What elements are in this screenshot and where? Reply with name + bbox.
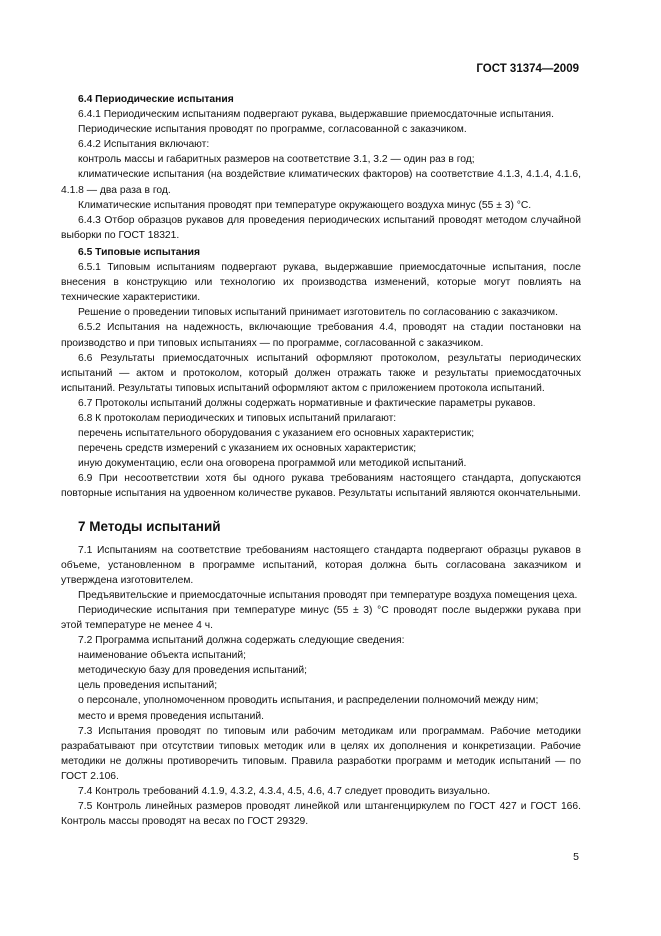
page-number: 5 bbox=[573, 851, 579, 863]
paragraph: 6.6 Результаты приемосдаточных испытаний оформляют протоколом, результаты периодических испытаний — актом и протоколом, который должен отражать также и результаты приемосдаточных испытаний. Результаты типовых испытаний оформляют актом с приложением протокола испытаний. bbox=[61, 352, 581, 394]
paragraph: 6.4.1 Периодическим испытаниям подвергают рукава, выдержавшие приемосдаточные испытания. bbox=[78, 109, 554, 121]
paragraph: 6.5.1 Типовым испытаниям подвергают рукава, выдержавшие приемосдаточные испытания, после внесения в конструкцию или технологию их производства изменений, которые могут повлиять на технические характеристики. bbox=[61, 262, 581, 304]
paragraph: климатические испытания (на воздействие климатических факторов) на соответствие 4.1.3, 4.1.4, 4.1.6, 4.1.8 — два раза в год. bbox=[61, 169, 581, 196]
paragraph: 7.3 Испытания проводят по типовым или рабочим методикам или программам. Рабочие методики разрабатывают при отсутствии типовых методик или в целях их дополнения и конкретизации. Рабочие методики не должны противоречить типовым. Правила разработки программ и методик испытаний — по ГОСТ 2.106. bbox=[61, 725, 581, 782]
section-heading: 7 Методы испытаний bbox=[78, 518, 221, 534]
paragraph: Предъявительские и приемосдаточные испытания проводят при температуре воздуха помещения цеха. bbox=[78, 589, 578, 601]
paragraph: 6.4.2 Испытания включают: bbox=[78, 139, 210, 151]
paragraph: Решение о проведении типовых испытаний принимает изготовитель по согласованию с заказчиком. bbox=[78, 307, 558, 319]
paragraph: Климатические испытания проводят при температуре окружающего воздуха минус (55 ± 3) °C. bbox=[78, 199, 532, 211]
subsection-heading: 6.5 Типовые испытания bbox=[78, 246, 201, 258]
document-body bbox=[61, 92, 581, 829]
paragraph: цель проведения испытаний; bbox=[78, 680, 218, 692]
paragraph: 7.1 Испытаниям на соответствие требованиям настоящего стандарта подвергают образцы рукавов в объеме, установленном в программе испытаний, которая должна быть согласована заказчиком и утверждена изготовителем. bbox=[61, 544, 581, 586]
paragraph: 6.4.3 Отбор образцов рукавов для проведения периодических испытаний проводят методом случайной выборки по ГОСТ 18321. bbox=[61, 214, 581, 241]
paragraph: место и время проведения испытаний. bbox=[78, 710, 264, 722]
paragraph: 6.9 При несоответствии хотя бы одного рукава требованиям настоящего стандарта, допускаются повторные испытания на удвоенном количестве рукавов. Результаты испытаний являются окончательными. bbox=[61, 473, 581, 500]
document-header-id: ГОСТ 31374—2009 bbox=[476, 63, 579, 75]
paragraph: Периодические испытания проводят по программе, согласованной с заказчиком. bbox=[78, 124, 467, 136]
paragraph: 7.2 Программа испытаний должна содержать следующие сведения: bbox=[78, 635, 405, 647]
paragraph: 7.4 Контроль требований 4.1.9, 4.3.2, 4.3.4, 4.5, 4.6, 4.7 следует проводить визуально. bbox=[78, 786, 491, 798]
paragraph: 7.5 Контроль линейных размеров проводят линейкой или штангенциркулем по ГОСТ 427 и ГОСТ 166. Контроль массы проводят на весах по ГОСТ 29329. bbox=[61, 801, 581, 828]
paragraph: о персонале, уполномоченном проводить испытания, и распределении полномочий между ним; bbox=[78, 695, 539, 707]
paragraph: 6.8 К протоколам периодических и типовых испытаний прилагают: bbox=[78, 412, 397, 424]
paragraph: наименование объекта испытаний; bbox=[78, 650, 246, 662]
paragraph: иную документацию, если она оговорена программой или методикой испытаний. bbox=[78, 458, 467, 470]
paragraph: 6.5.2 Испытания на надежность, включающие требования 4.4, проводят на стадии постановки на производство и при типовых испытаниях — по программе, согласованной с заказчиком. bbox=[61, 322, 581, 349]
paragraph: методическую базу для проведения испытаний; bbox=[78, 665, 308, 677]
paragraph: Периодические испытания при температуре минус (55 ± 3) °C проводят после выдержки рукава при этой температуре не менее 4 ч. bbox=[61, 604, 581, 631]
paragraph: 6.7 Протоколы испытаний должны содержать нормативные и фактические параметры рукавов. bbox=[78, 397, 536, 409]
paragraph: перечень испытательного оборудования с указанием его основных характеристик; bbox=[78, 428, 475, 440]
paragraph: контроль массы и габаритных размеров на соответствие 3.1, 3.2 — один раз в год; bbox=[78, 154, 475, 166]
paragraph: перечень средств измерений с указанием их основных характеристик; bbox=[78, 443, 417, 455]
subsection-heading: 6.4 Периодические испытания bbox=[78, 94, 234, 105]
